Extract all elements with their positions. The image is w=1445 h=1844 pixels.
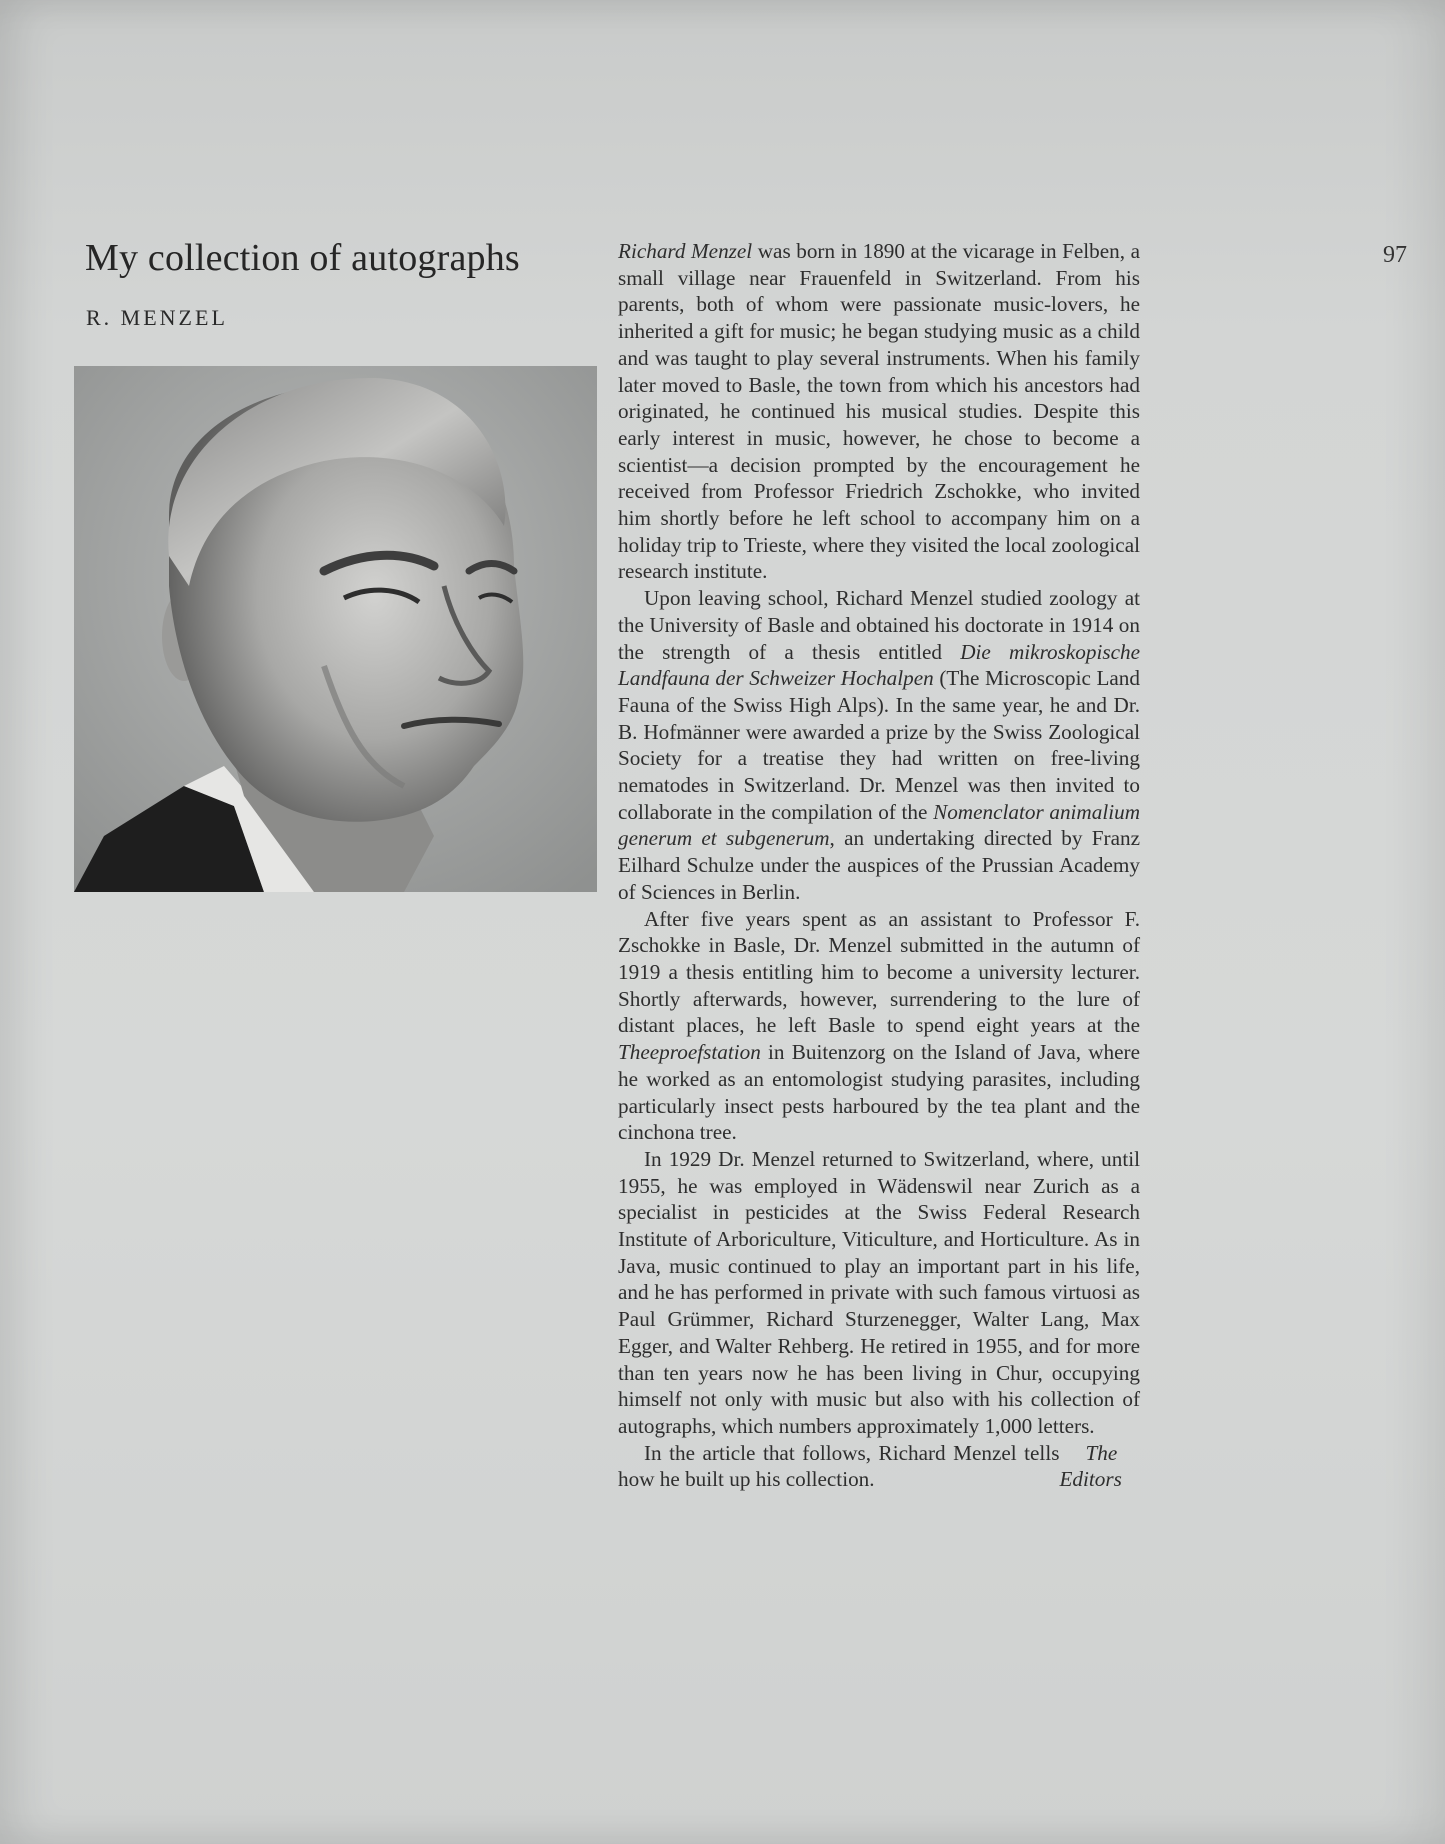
text-run: In 1929 Dr. Menzel returned to Switzerland, where, until 1955, he was employed in Wädenswil near Zurich as a specialist in pesticides at the Swiss Federal Research Institute of Arboriculture, Viticulture, and Horticulture. As in Java, music continued to play an important part in his life, and he has performed in private with such famous virtuosi as Paul Grümmer, Richard Sturzenegger, Walter Lang, Max Egger, and Walter Rehberg. He retired in 1955, and for more than ten years now he has been living in Chur, occupying himself not only with music but also with his collection of autographs, which numbers approximately 1,000 letters. bbox=[618, 1146, 1140, 1438]
article-body bbox=[618, 238, 1140, 1493]
editors-signoff: The Editors bbox=[1059, 1440, 1122, 1492]
text-run: Upon leaving school, Richard Menzel studied zoology at the University of Basle and obtained his doctorate in 1914 on the strength of a thesis entitled bbox=[618, 586, 1140, 664]
author-name: R. MENZEL bbox=[86, 305, 228, 330]
page-number: 97 bbox=[1383, 242, 1407, 268]
text-run: , an undertaking directed by Franz Eilhard Schulze under the auspices of the Prussian Academy of Sciences in Berlin. bbox=[618, 826, 1140, 904]
article-paragraph bbox=[618, 238, 1140, 585]
article-paragraph bbox=[618, 1440, 1059, 1493]
text-run: (The Microscopic Land Fauna of the Swiss High Alps). In the same year, he and Dr. B. Hofmänner were awarded a prize by the Swiss Zoological Society for a treatise they had written on free-living nematodes in Switzerland. Dr. Menzel was then invited to collaborate in the compilation of the bbox=[618, 666, 1140, 824]
italic-text: Richard Menzel bbox=[618, 239, 753, 263]
italic-text: Nomenclator animalium generum et subgenerum bbox=[618, 799, 1140, 851]
article-paragraph bbox=[618, 906, 1140, 1146]
italic-text: Theeproefstation bbox=[618, 1040, 761, 1065]
text-run: In the article that follows, Richard Menzel tells how he built up his collection. bbox=[618, 1440, 1060, 1492]
article-paragraph bbox=[618, 585, 1140, 905]
text-run: in Buitenzorg on the Island of Java, where he worked as an entomologist studying parasites, including particularly insect pests harboured by the tea plant and the cinchona tree. bbox=[618, 1040, 1140, 1145]
article-paragraph bbox=[618, 1146, 1140, 1440]
author-portrait bbox=[74, 366, 597, 892]
portrait-photo-image bbox=[74, 366, 597, 892]
text-run: After five years spent as an assistant to Professor F. Zschokke in Basle, Dr. Menzel submitted in the autumn of 1919 a thesis entitling him to become a university lecturer. Shortly afterwards, however, surrendering to the lure of distant places, he left Basle to spend eight years at the bbox=[618, 906, 1140, 1038]
text-run: was born in 1890 at the vicarage in Felben, a small village near Frauenfeld in Switzerland. From his parents, both of whom were passionate music-lovers, he inherited a gift for music; he began studying music as a child and was taught to play several instruments. When his family later moved to Basle, the town from which his ancestors had originated, he continued his musical studies. Despite this early interest in music, however, he chose to become a scientist—a decision prompted by the encouragement he received from Professor Friedrich Zschokke, who invited him shortly before he left school to accompany him on a holiday trip to Trieste, where they visited the local zoological research institute. bbox=[618, 239, 1140, 584]
italic-text: Die mikroskopische Landfauna der Schweizer Hochalpen bbox=[618, 639, 1140, 691]
closing-paragraph bbox=[618, 1440, 1140, 1493]
article-title: My collection of autographs bbox=[85, 237, 520, 279]
